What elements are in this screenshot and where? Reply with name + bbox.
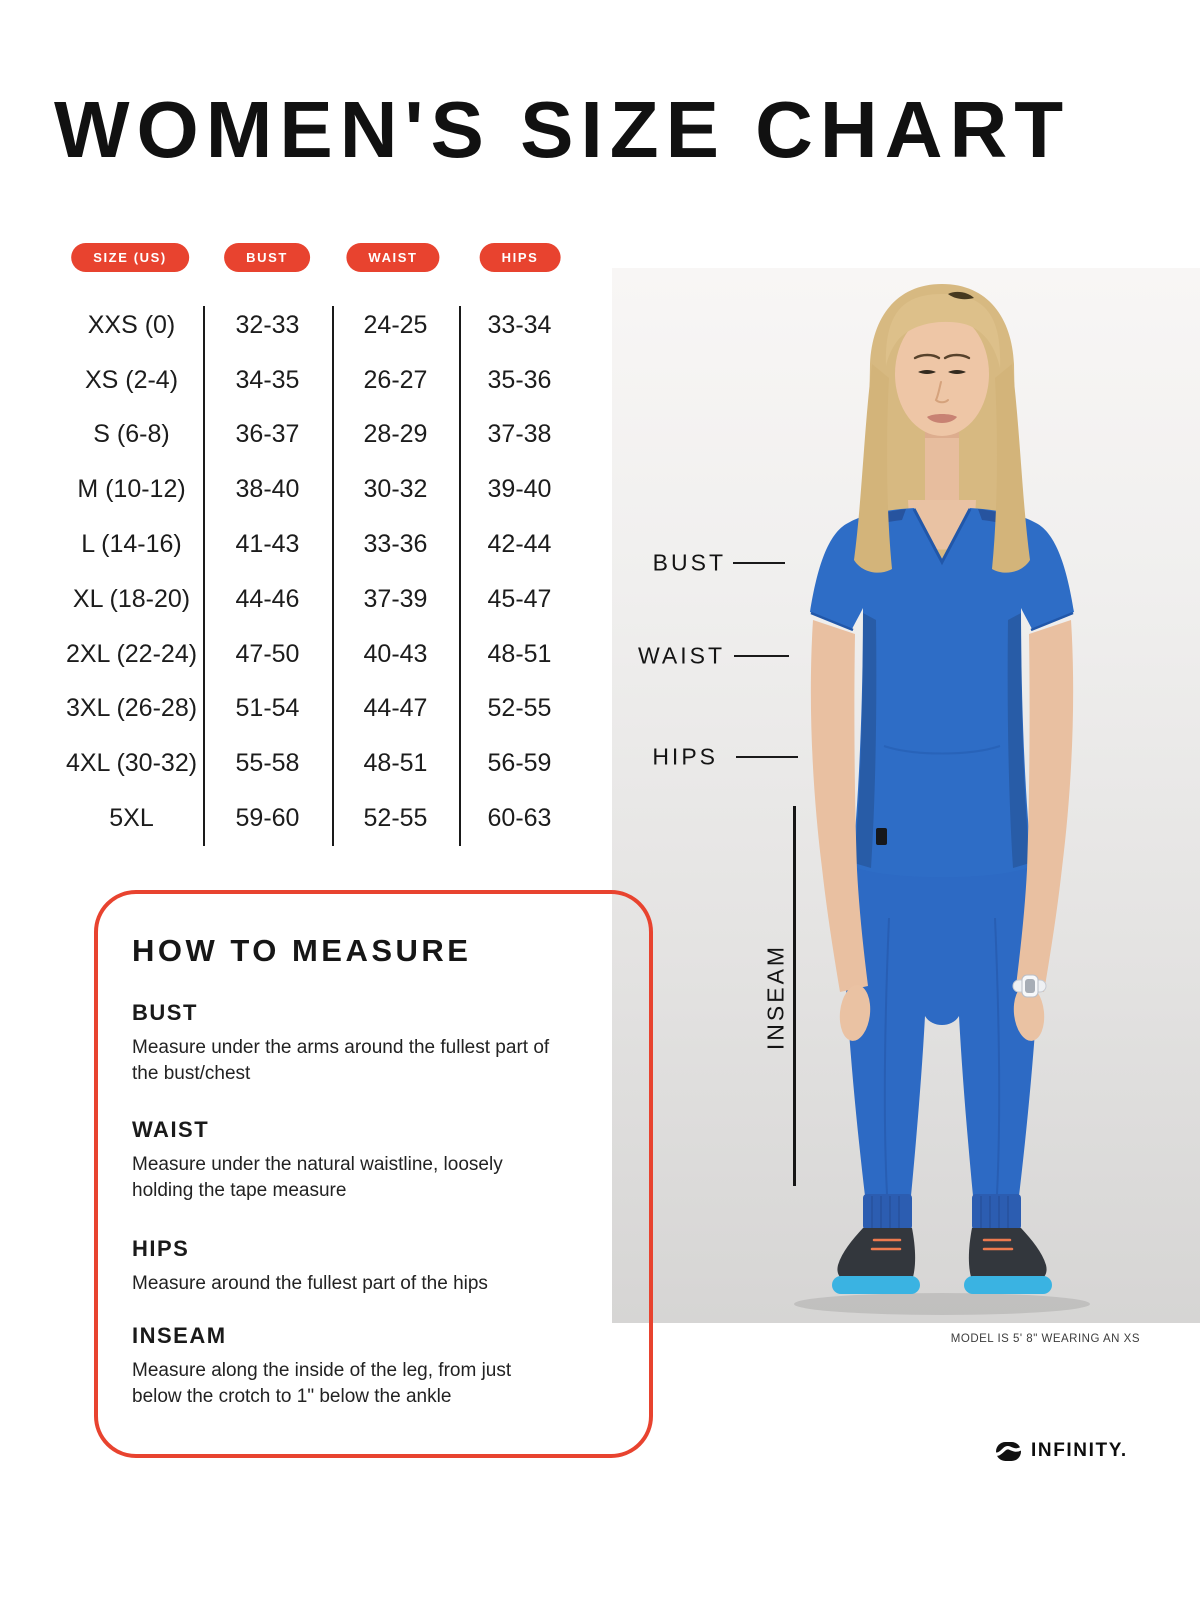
measurement-cell: 37-38 (487, 420, 552, 449)
waist-pointer-line (734, 655, 789, 657)
table-row (60, 736, 580, 791)
size-cell: XS (2-4) (84, 365, 179, 394)
measurement-cell: 30-32 (363, 475, 428, 504)
measurement-cell: 32-33 (235, 310, 300, 339)
measure-item-label: HIPS (132, 1236, 190, 1261)
measure-item-text: Measure under the arms around the fullest part of the bust/chest (132, 1037, 550, 1084)
measurement-cell: 52-55 (363, 804, 428, 833)
size-cell: S (6-8) (93, 420, 170, 449)
measure-item-hips (132, 1236, 560, 1297)
measurement-cell: 59-60 (235, 804, 300, 833)
page-title: WOMEN'S SIZE CHART (54, 85, 1071, 174)
measurement-cell: 48-51 (363, 749, 428, 778)
measurement-cell: 28-29 (363, 420, 428, 449)
measure-item-text: Measure under the natural waistline, loosely holding the tape measure (132, 1154, 503, 1201)
brand-logo (995, 1440, 1128, 1462)
measurement-cell: 40-43 (363, 639, 428, 668)
bust-pointer-line (733, 562, 785, 564)
brand-wordmark: INFINITY. (1031, 1440, 1128, 1461)
measurement-cell: 47-50 (235, 639, 300, 668)
table-row (60, 572, 580, 627)
hips-figure-label: HIPS (652, 743, 718, 770)
table-row (60, 791, 580, 846)
table-row (60, 353, 580, 408)
table-divider (203, 306, 205, 846)
infinity-logo-icon (995, 1441, 1022, 1462)
table-row (60, 408, 580, 463)
measurement-cell: 24-25 (363, 310, 428, 339)
size-cell: 2XL (22-24) (65, 639, 198, 668)
measurement-cell: 60-63 (487, 804, 552, 833)
measure-item-inseam (132, 1323, 560, 1409)
measurement-cell: 34-35 (235, 365, 300, 394)
size-cell: L (14-16) (81, 530, 182, 559)
hips-pointer-line (736, 756, 798, 758)
size-cell: 4XL (30-32) (65, 749, 198, 778)
size-cell: XL (18-20) (72, 584, 191, 613)
measurement-cell: 36-37 (235, 420, 300, 449)
measurement-cell: 44-46 (235, 584, 300, 613)
header-pill-hips: HIPS (480, 243, 561, 272)
measurement-cell: 45-47 (487, 584, 552, 613)
measurement-cell: 55-58 (235, 749, 300, 778)
measurement-cell: 33-36 (363, 530, 428, 559)
measure-item-text: Measure along the inside of the leg, from just below the crotch to 1" below the ankle (132, 1360, 512, 1407)
inseam-pointer-line (793, 806, 796, 1186)
inseam-figure-label: INSEAM (762, 943, 789, 1051)
measurement-cell: 56-59 (487, 749, 552, 778)
size-cell: XXS (0) (87, 310, 176, 339)
measurement-cell: 38-40 (235, 475, 300, 504)
measurement-cell: 52-55 (487, 694, 552, 723)
size-cell: 3XL (26-28) (65, 694, 198, 723)
measurement-cell: 41-43 (235, 530, 300, 559)
measure-item-label: BUST (132, 1000, 198, 1025)
header-pill-waist: WAIST (346, 243, 439, 272)
measure-item-label: INSEAM (132, 1323, 227, 1348)
waist-figure-label: WAIST (638, 642, 725, 669)
measure-item-waist (132, 1117, 560, 1203)
measurement-cell: 33-34 (487, 310, 552, 339)
header-pill-size: SIZE (US) (71, 243, 189, 272)
measurement-cell: 35-36 (487, 365, 552, 394)
measurement-cell: 51-54 (235, 694, 300, 723)
measurement-cell: 26-27 (363, 365, 428, 394)
table-row (60, 682, 580, 737)
table-divider (459, 306, 461, 846)
table-row (60, 462, 580, 517)
model-photo (612, 268, 1200, 1323)
size-cell: 5XL (109, 804, 154, 833)
bust-figure-label: BUST (652, 549, 726, 576)
table-row (60, 517, 580, 572)
model-caption: MODEL IS 5' 8" WEARING AN XS (950, 1333, 1140, 1345)
measurement-cell: 37-39 (363, 584, 428, 613)
measurement-cell: 44-47 (363, 694, 428, 723)
header-pill-bust: BUST (224, 243, 310, 272)
model-illustration (612, 268, 1200, 1323)
how-to-measure-heading: HOW TO MEASURE (132, 933, 472, 968)
table-divider (332, 306, 334, 846)
measure-item-bust (132, 1000, 560, 1086)
measure-item-label: WAIST (132, 1117, 210, 1142)
table-row (60, 627, 580, 682)
size-table-rows (60, 298, 580, 846)
measure-item-text: Measure around the fullest part of the hips (132, 1273, 488, 1294)
measurement-cell: 39-40 (487, 475, 552, 504)
size-cell: M (10-12) (77, 475, 186, 504)
measurement-cell: 48-51 (487, 639, 552, 668)
measurement-cell: 42-44 (487, 530, 552, 559)
table-row (60, 298, 580, 353)
